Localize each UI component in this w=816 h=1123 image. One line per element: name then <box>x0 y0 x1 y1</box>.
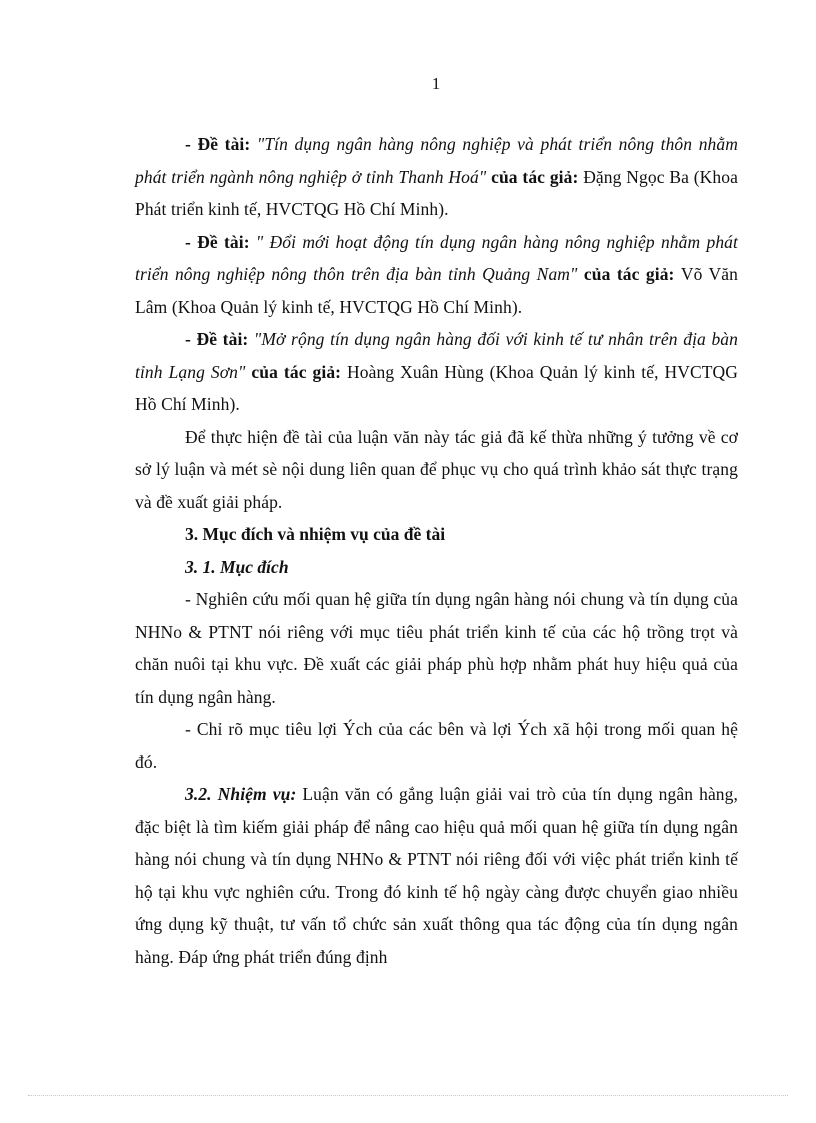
purpose-item: - Nghiên cứu mối quan hệ giữa tín dụng ngân hàng nói chung và tín dụng của NHNo & PTNT nói riêng với mục tiêu phát triển kinh tế của các hộ trồng trọt và chăn nuôi tại khu vực. Đề xuất các giải pháp phù hợp nhằm phát huy hiệu quả của tín dụng ngân hàng. <box>135 589 738 707</box>
reference-author-label: của tác giả: <box>245 361 348 382</box>
section-heading: 3. Mục đích và nhiệm vụ của đề tài <box>185 524 446 544</box>
reference-item <box>135 226 738 324</box>
reference-title: "Tín dụng ngân hàng nông nghiệp và phát triển nông thôn nhằm phát triển ngành nông nghiệp ở tỉnh Thanh Hoá" <box>135 134 738 187</box>
reference-author-label: của tác giả: <box>486 166 584 187</box>
body-text <box>135 128 738 973</box>
purpose-item: - Chỉ rõ mục tiêu lợi Ých của các bên và lợi Ých xã hội trong mối quan hệ đó. <box>135 719 738 772</box>
reference-prefix: - Đề tài: <box>185 329 254 349</box>
subsection-heading-purpose: 3. 1. Mục đích <box>185 556 289 577</box>
reference-item <box>135 323 738 421</box>
reference-author-info: Võ Văn Lâm (Khoa Quản lý kinh tế, HVCTQG Hồ Chí Minh). <box>135 264 739 317</box>
reference-author-info: Đặng Ngọc Ba (Khoa Phát triển kinh tế, HVCTQG Hồ Chí Minh). <box>135 166 738 219</box>
reference-author-info: Hoàng Xuân Hùng (Khoa Quản lý kinh tế, HVCTQG Hồ Chí Minh). <box>135 361 739 414</box>
inheritance-paragraph: Để thực hiện đề tài của luận văn này tác giả đã kế thừa những ý tưởng về cơ sở lý luận và mét sè nội dung liên quan để phục vụ cho quá trình khảo sát thực trạng và đề xuất giải pháp. <box>135 426 738 512</box>
tasks-text: Luận văn có gắng luận giải vai trò của tín dụng ngân hàng, đặc biệt là tìm kiếm giải pháp để nâng cao hiệu quả mối quan hệ giữa tín dụng ngân hàng nói chung và tín dụng NHNo & PTNT nói riêng đối với việc phát triển kinh tế hộ tại khu vực nghiên cứu. Trong đó kinh tế hộ ngày càng được chuyển giao nhiều ứng dụng kỹ thuật, tư vấn tổ chức sản xuất thông qua tác động của tín dụng ngân hàng. Đáp ứng phát triển đúng định <box>135 784 738 967</box>
tasks-paragraph <box>135 778 738 973</box>
page-number: 1 <box>431 74 441 93</box>
reference-prefix: - Đề tài: <box>185 134 257 154</box>
reference-item <box>135 128 738 226</box>
reference-title: "Mở rộng tín dụng ngân hàng đối với kinh tế tư nhân trên địa bàn tỉnh Lạng Sơn" <box>135 329 738 382</box>
reference-author-label: của tác giả: <box>577 264 681 284</box>
reference-title: " Đổi mới hoạt động tín dụng ngân hàng nông nghiệp nhằm phát triển nông nghiệp nông thôn trên địa bàn tỉnh Quảng Nam" <box>135 231 738 284</box>
page-bottom-divider <box>28 1095 788 1096</box>
reference-prefix: - Đề tài: <box>185 231 256 252</box>
subsection-heading-tasks: 3.2. Nhiệm vụ: <box>185 784 297 804</box>
